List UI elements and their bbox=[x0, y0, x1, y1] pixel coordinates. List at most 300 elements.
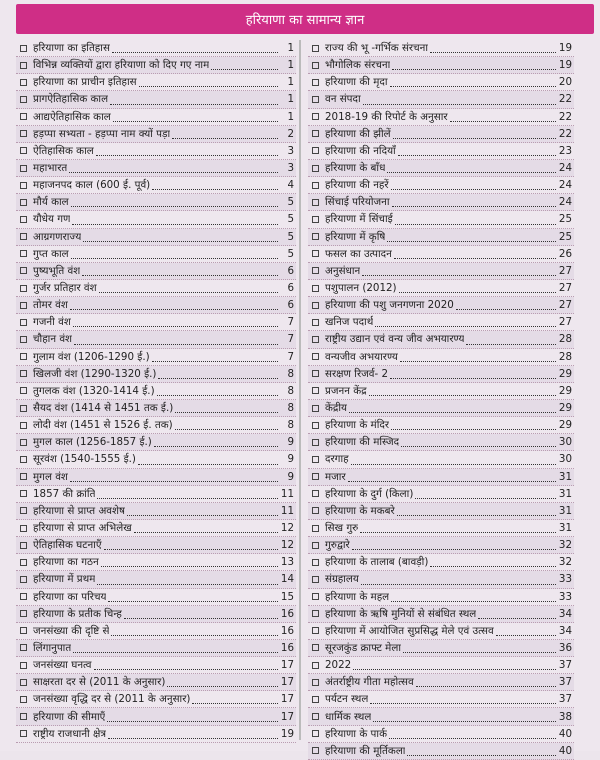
dot-leader bbox=[392, 205, 556, 207]
checkbox-bullet-icon bbox=[20, 525, 27, 532]
toc-entry bbox=[308, 109, 574, 126]
dot-leader bbox=[72, 223, 278, 225]
toc-entry-title: पशुपालन (2012) bbox=[325, 282, 397, 295]
toc-entry bbox=[16, 160, 296, 177]
dot-leader bbox=[351, 463, 556, 465]
toc-entry-page: 11 bbox=[280, 487, 294, 500]
toc-entry-title: हरियाणा की मृदा bbox=[325, 76, 388, 89]
dot-leader bbox=[407, 754, 556, 756]
dot-leader bbox=[71, 257, 278, 259]
dot-leader bbox=[478, 617, 556, 619]
toc-entry-title: दरगाह bbox=[325, 453, 349, 466]
dot-leader bbox=[370, 702, 556, 704]
toc-entry-page: 5 bbox=[287, 213, 294, 226]
checkbox-bullet-icon bbox=[20, 216, 27, 223]
toc-entry-title: हरियाणा का गठन bbox=[33, 556, 99, 569]
checkbox-bullet-icon bbox=[312, 96, 319, 103]
checkbox-bullet-icon bbox=[20, 113, 27, 120]
checkbox-bullet-icon bbox=[20, 233, 27, 240]
toc-entry-page: 5 bbox=[287, 247, 294, 260]
toc-entry-page: 40 bbox=[558, 727, 572, 740]
checkbox-bullet-icon bbox=[312, 439, 319, 446]
dot-leader bbox=[99, 291, 278, 293]
toc-entry-page: 24 bbox=[558, 196, 572, 209]
toc-entry-page: 37 bbox=[558, 676, 572, 689]
toc-entry bbox=[16, 486, 296, 503]
toc-entry bbox=[308, 314, 574, 331]
dot-leader bbox=[167, 685, 278, 687]
toc-entry bbox=[308, 708, 574, 725]
checkbox-bullet-icon bbox=[20, 199, 27, 206]
toc-entry-page: 17 bbox=[280, 693, 294, 706]
toc-entry-title: पर्यटन स्थल bbox=[325, 693, 369, 706]
checkbox-bullet-icon bbox=[312, 456, 319, 463]
dot-leader bbox=[390, 377, 556, 379]
toc-entry-page: 27 bbox=[558, 264, 572, 277]
toc-entry bbox=[308, 486, 574, 503]
toc-entry-title: प्रजनन केंद्र bbox=[325, 384, 367, 397]
toc-entry-title: हरियाणा की मस्जिद bbox=[325, 436, 400, 449]
toc-entry bbox=[308, 143, 574, 160]
checkbox-bullet-icon bbox=[20, 593, 27, 600]
dot-leader bbox=[456, 308, 556, 310]
checkbox-bullet-icon bbox=[20, 507, 27, 514]
dot-leader bbox=[108, 737, 278, 739]
toc-entry-title: सिख गुरु bbox=[325, 522, 359, 534]
toc-entry bbox=[308, 280, 574, 297]
toc-entry-page: 8 bbox=[287, 419, 294, 432]
toc-entry-title: हरियाणा के दुर्ग (किला) bbox=[325, 487, 414, 500]
toc-entry-title: अंतर्राष्ट्रीय गीता महोत्सव bbox=[325, 676, 414, 689]
toc-entry-page: 9 bbox=[287, 453, 294, 466]
dot-leader bbox=[110, 103, 278, 105]
toc-entry-page: 24 bbox=[558, 179, 572, 192]
toc-entry-page: 17 bbox=[280, 710, 294, 723]
checkbox-bullet-icon bbox=[312, 473, 319, 480]
dot-leader bbox=[111, 634, 278, 636]
toc-entry-title: लोदी वंश (1451 से 1526 ई. तक) bbox=[33, 419, 173, 432]
dot-leader bbox=[403, 651, 556, 653]
checkbox-bullet-icon bbox=[312, 45, 319, 52]
toc-entry-title: हरियाणा की पशु जनगणना 2020 bbox=[325, 299, 454, 312]
toc-entry bbox=[308, 434, 574, 451]
column-divider bbox=[299, 40, 301, 740]
toc-entry-page: 4 bbox=[287, 179, 294, 192]
checkbox-bullet-icon bbox=[312, 336, 319, 343]
toc-entry-title: हरियाणा के मंदिर bbox=[325, 419, 390, 432]
toc-entry-title: 2018-19 की रिपोर्ट के अनुसार bbox=[325, 110, 448, 123]
toc-entry-title: गुर्जर प्रतिहार वंश bbox=[33, 282, 97, 295]
toc-entry-page: 1 bbox=[287, 42, 294, 55]
dot-leader bbox=[134, 531, 278, 533]
dot-leader bbox=[389, 737, 556, 739]
checkbox-bullet-icon bbox=[20, 319, 27, 326]
toc-entry-title: धार्मिक स्थल bbox=[325, 710, 372, 723]
toc-entry-title: हरियाणा के प्रतीक चिन्ह bbox=[33, 607, 122, 620]
toc-entry-title: सूरवंश (1540-1555 ई.) bbox=[33, 453, 136, 466]
toc-entry-page: 6 bbox=[287, 299, 294, 312]
dot-leader bbox=[349, 411, 556, 413]
toc-entry bbox=[16, 297, 296, 314]
checkbox-bullet-icon bbox=[312, 490, 319, 497]
toc-entry-page: 8 bbox=[287, 402, 294, 415]
toc-entry bbox=[308, 674, 574, 691]
checkbox-bullet-icon bbox=[312, 662, 319, 669]
toc-entry-page: 27 bbox=[558, 299, 572, 312]
toc-entry-page: 8 bbox=[287, 367, 294, 380]
toc-entry bbox=[308, 91, 574, 108]
dot-leader bbox=[124, 617, 278, 619]
toc-entry-title: जनसंख्या वृद्धि दर से (2011 के अनुसार) bbox=[33, 693, 191, 706]
toc-entry bbox=[16, 726, 296, 743]
toc-entry-page: 24 bbox=[558, 162, 572, 175]
toc-entry-page: 7 bbox=[287, 316, 294, 329]
toc-entry-title: राज्य की भू -गर्भिक संरचना bbox=[325, 42, 429, 55]
toc-entry-title: केंद्रीय bbox=[325, 402, 348, 415]
toc-entry-title: हरियाणा के बाँध bbox=[325, 162, 386, 175]
dot-leader bbox=[211, 68, 278, 70]
toc-entry bbox=[16, 349, 296, 366]
dot-leader bbox=[97, 583, 278, 585]
checkbox-bullet-icon bbox=[312, 576, 319, 583]
dot-leader bbox=[362, 274, 556, 276]
toc-entry-page: 31 bbox=[558, 504, 572, 517]
dot-leader bbox=[74, 343, 278, 345]
toc-entry bbox=[16, 280, 296, 297]
toc-entry-title: आद्यऐतिहासिक काल bbox=[33, 110, 111, 123]
dot-leader bbox=[360, 531, 556, 533]
toc-entry bbox=[308, 160, 574, 177]
toc-entry-page: 1 bbox=[287, 76, 294, 89]
dot-leader bbox=[387, 240, 556, 242]
toc-entry bbox=[16, 571, 296, 588]
toc-entry-page: 22 bbox=[558, 127, 572, 140]
dot-leader bbox=[375, 325, 556, 327]
toc-entry-page: 30 bbox=[558, 453, 572, 466]
toc-entry-page: 5 bbox=[287, 196, 294, 209]
dot-leader bbox=[70, 480, 278, 482]
dot-leader bbox=[152, 360, 278, 362]
dot-leader bbox=[94, 668, 278, 670]
toc-entry-page: 9 bbox=[287, 470, 294, 483]
toc-entry bbox=[308, 211, 574, 228]
dot-leader bbox=[175, 428, 278, 430]
toc-entry bbox=[308, 691, 574, 708]
toc-entry bbox=[16, 331, 296, 348]
toc-entry-page: 20 bbox=[558, 76, 572, 89]
toc-entry-page: 16 bbox=[280, 607, 294, 620]
toc-entry-title: हरियाणा से प्राप्त अभिलेख bbox=[33, 522, 132, 534]
toc-entry-title: हरियाणा के मकबरे bbox=[325, 504, 395, 517]
checkbox-bullet-icon bbox=[20, 62, 27, 69]
toc-entry bbox=[16, 503, 296, 520]
checkbox-bullet-icon bbox=[20, 79, 27, 86]
toc-entry-title: हरियाणा की सीमाएँ bbox=[33, 710, 106, 723]
toc-entry-title: मौर्य काल bbox=[33, 196, 69, 209]
toc-entry-title: हरियाणा का इतिहास bbox=[33, 42, 110, 55]
dot-leader bbox=[83, 240, 278, 242]
toc-entry-title: ऐतिहासिक घटनाएँ bbox=[33, 539, 102, 552]
dot-leader bbox=[390, 85, 556, 87]
toc-entry bbox=[308, 640, 574, 657]
toc-entry bbox=[308, 417, 574, 434]
toc-entry bbox=[308, 469, 574, 486]
checkbox-bullet-icon bbox=[20, 559, 27, 566]
toc-entry-page: 31 bbox=[558, 522, 572, 534]
dot-leader bbox=[69, 171, 278, 173]
toc-entry-title: हरियाणा से प्राप्त अवशेष bbox=[33, 504, 125, 517]
toc-right-column bbox=[308, 40, 574, 760]
toc-entry-title: तुगलक वंश (1320-1414 ई.) bbox=[33, 384, 155, 397]
toc-entry-title: मुगल काल (1256-1857 ई.) bbox=[33, 436, 152, 449]
checkbox-bullet-icon bbox=[312, 62, 319, 69]
dot-leader bbox=[415, 497, 556, 499]
toc-entry-page: 29 bbox=[558, 419, 572, 432]
checkbox-bullet-icon bbox=[20, 405, 27, 412]
toc-entry bbox=[16, 589, 296, 606]
dot-leader bbox=[101, 565, 278, 567]
dot-leader bbox=[104, 548, 278, 550]
checkbox-bullet-icon bbox=[312, 353, 319, 360]
checkbox-bullet-icon bbox=[312, 593, 319, 600]
toc-entry bbox=[308, 503, 574, 520]
dot-leader bbox=[157, 394, 278, 396]
toc-entry-page: 29 bbox=[558, 367, 572, 380]
checkbox-bullet-icon bbox=[20, 336, 27, 343]
toc-entry-page: 36 bbox=[558, 641, 572, 654]
toc-entry bbox=[16, 126, 296, 143]
dot-leader bbox=[192, 702, 278, 704]
dot-leader bbox=[139, 85, 278, 87]
toc-entry-page: 27 bbox=[558, 282, 572, 295]
toc-entry bbox=[16, 708, 296, 725]
toc-entry bbox=[16, 314, 296, 331]
toc-entry-title: अनुसंधान bbox=[325, 264, 361, 277]
dot-leader bbox=[70, 308, 278, 310]
checkbox-bullet-icon bbox=[312, 627, 319, 634]
toc-entry-title: संग्रहालय bbox=[325, 573, 359, 586]
toc-entry bbox=[308, 657, 574, 674]
toc-entry-title: खिलजी वंश (1290-1320 ई.) bbox=[33, 367, 157, 380]
toc-entry-page: 5 bbox=[287, 230, 294, 243]
toc-entry bbox=[16, 177, 296, 194]
toc-entry-page: 25 bbox=[558, 230, 572, 243]
toc-entry-title: वन संपदा bbox=[325, 93, 361, 106]
toc-entry-page: 23 bbox=[558, 144, 572, 157]
toc-entry-title: महाजनपद काल (600 ई. पूर्व) bbox=[33, 179, 151, 192]
toc-entry-title: हरियाणा में सिंचाई bbox=[325, 213, 393, 226]
dot-leader bbox=[96, 154, 278, 156]
checkbox-bullet-icon bbox=[20, 662, 27, 669]
toc-entry-page: 11 bbox=[280, 504, 294, 517]
toc-entry bbox=[308, 366, 574, 383]
toc-entry-title: चौहान वंश bbox=[33, 333, 73, 346]
toc-entry bbox=[16, 674, 296, 691]
toc-entry bbox=[308, 537, 574, 554]
toc-entry bbox=[16, 417, 296, 434]
toc-entry-page: 19 bbox=[558, 42, 572, 55]
toc-entry bbox=[16, 383, 296, 400]
dot-leader bbox=[391, 188, 556, 190]
toc-entry bbox=[16, 211, 296, 228]
checkbox-bullet-icon bbox=[312, 216, 319, 223]
toc-entry bbox=[308, 263, 574, 280]
checkbox-bullet-icon bbox=[312, 370, 319, 377]
toc-entry-page: 15 bbox=[280, 590, 294, 603]
dot-leader bbox=[395, 223, 556, 225]
checkbox-bullet-icon bbox=[20, 627, 27, 634]
toc-entry-title: सूरजकुंड क्राफ्ट मेला bbox=[325, 641, 401, 654]
toc-entry-title: 2022 bbox=[325, 659, 352, 672]
checkbox-bullet-icon bbox=[312, 422, 319, 429]
dot-leader bbox=[352, 548, 556, 550]
dot-leader bbox=[399, 291, 556, 293]
toc-entry-title: महाभारत bbox=[33, 162, 68, 175]
toc-entry-title: हरियाणा में प्रथम bbox=[33, 573, 96, 586]
toc-entry bbox=[308, 383, 574, 400]
toc-entry bbox=[308, 606, 574, 623]
checkbox-bullet-icon bbox=[20, 456, 27, 463]
checkbox-bullet-icon bbox=[20, 490, 27, 497]
toc-entry-page: 28 bbox=[558, 350, 572, 363]
toc-entry-page: 31 bbox=[558, 487, 572, 500]
toc-entry-page: 30 bbox=[558, 436, 572, 449]
toc-entry-title: हरियाणा में आयोजित सुप्रसिद्ध मेले एवं उत्सव bbox=[325, 624, 494, 637]
toc-entry-title: हरियाणा का परिचय bbox=[33, 590, 107, 603]
toc-entry-title: हरियाणा के तालाब (बावड़ी) bbox=[325, 556, 429, 569]
dot-leader bbox=[397, 514, 556, 516]
toc-entry bbox=[308, 194, 574, 211]
checkbox-bullet-icon bbox=[312, 679, 319, 686]
checkbox-bullet-icon bbox=[20, 473, 27, 480]
dot-leader bbox=[107, 720, 278, 722]
toc-entry bbox=[16, 691, 296, 708]
toc-entry-title: मजार bbox=[325, 470, 346, 483]
checkbox-bullet-icon bbox=[20, 267, 27, 274]
dot-leader bbox=[400, 360, 556, 362]
toc-entry-page: 17 bbox=[280, 659, 294, 672]
toc-entry bbox=[16, 537, 296, 554]
dot-leader bbox=[138, 463, 278, 465]
toc-entry bbox=[16, 623, 296, 640]
toc-entry bbox=[308, 74, 574, 91]
checkbox-bullet-icon bbox=[312, 147, 319, 154]
checkbox-bullet-icon bbox=[20, 439, 27, 446]
toc-entry-page: 17 bbox=[280, 676, 294, 689]
toc-entry-title: भौगोलिक संरचना bbox=[325, 59, 391, 72]
page-header bbox=[16, 4, 594, 34]
toc-entry bbox=[308, 57, 574, 74]
checkbox-bullet-icon bbox=[20, 96, 27, 103]
toc-entry bbox=[16, 109, 296, 126]
toc-entry bbox=[308, 520, 574, 537]
checkbox-bullet-icon bbox=[20, 147, 27, 154]
toc-entry bbox=[308, 726, 574, 743]
toc-entry-title: हरियाणा की मूर्तिकला bbox=[325, 744, 406, 757]
toc-entry-title: प्रागऐतिहासिक काल bbox=[33, 93, 109, 106]
toc-left-column bbox=[16, 40, 296, 743]
toc-entry bbox=[308, 400, 574, 417]
checkbox-bullet-icon bbox=[20, 422, 27, 429]
toc-entry bbox=[308, 554, 574, 571]
toc-entry-title: ऐतिहासिक काल bbox=[33, 144, 94, 157]
dot-leader bbox=[430, 565, 556, 567]
toc-entry-title: विभिन्न व्यक्तियों द्वारा हरियाणा को दिए गए नाम bbox=[33, 59, 210, 72]
checkbox-bullet-icon bbox=[312, 610, 319, 617]
checkbox-bullet-icon bbox=[20, 130, 27, 137]
toc-entry bbox=[16, 554, 296, 571]
checkbox-bullet-icon bbox=[20, 182, 27, 189]
toc-entry bbox=[16, 74, 296, 91]
dot-leader bbox=[361, 583, 556, 585]
dot-leader bbox=[127, 514, 278, 516]
toc-entry-title: हरियाणा में कृषि bbox=[325, 230, 386, 243]
toc-entry-title: हरियाणा की नदियाँ bbox=[325, 144, 396, 157]
toc-entry-title: मुगल वंश bbox=[33, 470, 68, 483]
dot-leader bbox=[154, 445, 278, 447]
toc-entry-page: 19 bbox=[558, 59, 572, 72]
toc-entry-page: 38 bbox=[558, 710, 572, 723]
toc-entry bbox=[308, 571, 574, 588]
dot-leader bbox=[112, 51, 278, 53]
dot-leader bbox=[353, 668, 556, 670]
dot-leader bbox=[172, 137, 278, 139]
checkbox-bullet-icon bbox=[20, 713, 27, 720]
dot-leader bbox=[71, 205, 278, 207]
toc-entry bbox=[308, 177, 574, 194]
toc-entry-page: 3 bbox=[287, 162, 294, 175]
checkbox-bullet-icon bbox=[20, 679, 27, 686]
toc-entry-page: 33 bbox=[558, 573, 572, 586]
toc-entry-page: 27 bbox=[558, 316, 572, 329]
toc-entry-title: वन्यजीव अभयारण्य bbox=[325, 350, 398, 363]
dot-leader bbox=[348, 480, 556, 482]
dot-leader bbox=[450, 120, 556, 122]
toc-entry-title: राष्ट्रीय राजधानी क्षेत्र bbox=[33, 727, 107, 740]
toc-entry bbox=[16, 520, 296, 537]
dot-leader bbox=[108, 600, 278, 602]
checkbox-bullet-icon bbox=[20, 370, 27, 377]
dot-leader bbox=[430, 51, 556, 53]
dot-leader bbox=[73, 651, 278, 653]
toc-entry bbox=[308, 589, 574, 606]
toc-entry-page: 6 bbox=[287, 282, 294, 295]
toc-entry bbox=[16, 229, 296, 246]
toc-entry bbox=[16, 606, 296, 623]
checkbox-bullet-icon bbox=[312, 507, 319, 514]
checkbox-bullet-icon bbox=[20, 696, 27, 703]
dot-leader bbox=[401, 445, 556, 447]
toc-entry-title: राष्ट्रीय उद्यान एवं वन्य जीव अभयारण्य bbox=[325, 333, 465, 346]
dot-leader bbox=[152, 188, 278, 190]
checkbox-bullet-icon bbox=[312, 559, 319, 566]
checkbox-bullet-icon bbox=[20, 644, 27, 651]
checkbox-bullet-icon bbox=[20, 250, 27, 257]
toc-entry bbox=[308, 229, 574, 246]
toc-entry-page: 1 bbox=[287, 93, 294, 106]
toc-entry-title: सिंचाई परियोजना bbox=[325, 196, 390, 209]
toc-entry-page: 32 bbox=[558, 556, 572, 569]
toc-entry-page: 22 bbox=[558, 110, 572, 123]
toc-entry bbox=[16, 57, 296, 74]
toc-entry-title: तोमर वंश bbox=[33, 299, 68, 312]
toc-entry-title: सैयद वंश (1414 से 1451 तक ई.) bbox=[33, 402, 174, 415]
page-title: हरियाणा का सामान्य ज्ञान bbox=[245, 13, 365, 28]
toc-entry-page: 7 bbox=[287, 350, 294, 363]
toc-entry-page: 29 bbox=[558, 402, 572, 415]
toc-entry-page: 6 bbox=[287, 264, 294, 277]
toc-entry bbox=[308, 40, 574, 57]
